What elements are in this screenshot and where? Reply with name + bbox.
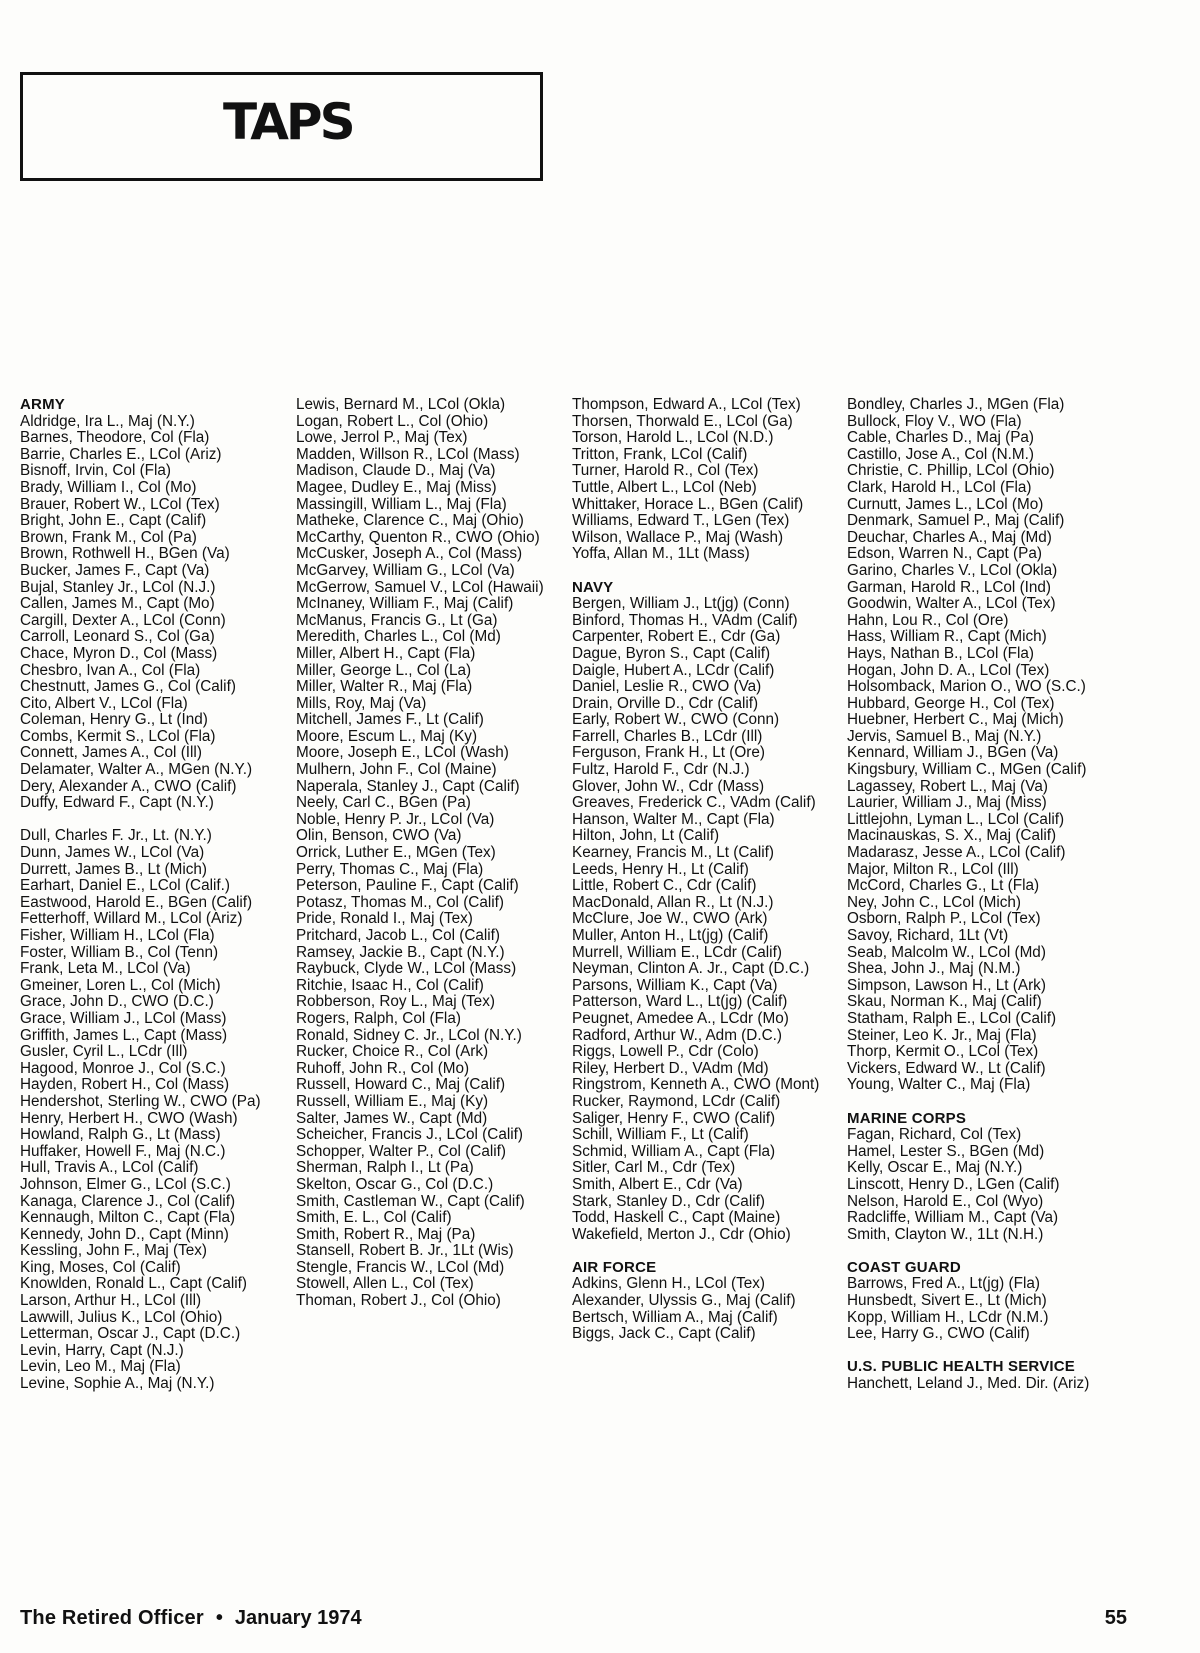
title-box	[20, 72, 543, 181]
obituary-entry: Statham, Ralph E., LCol (Calif)	[847, 1009, 1057, 1027]
obituary-entry: Cable, Charles D., Maj (Pa)	[847, 429, 1035, 447]
obituary-entry: Stowell, Allen L., Col (Tex)	[296, 1275, 474, 1293]
obituary-entry: Smith, Albert E., Cdr (Va)	[572, 1175, 743, 1193]
obituary-entry: Fultz, Harold F., Cdr (N.J.)	[572, 761, 750, 779]
obituary-entry: Matheke, Clarence C., Maj (Ohio)	[296, 512, 524, 530]
obituary-entry: Moore, Escum L., Maj (Ky)	[296, 727, 478, 745]
obituary-entry: Thorp, Kermit O., LCol (Tex)	[847, 1043, 1039, 1061]
obituary-entry: Riggs, Lowell P., Cdr (Colo)	[572, 1043, 759, 1061]
footer-separator: •	[215, 1607, 223, 1629]
obituary-entry: McCusker, Joseph A., Col (Mass)	[296, 545, 523, 563]
obituary-entry: Madison, Claude D., Maj (Va)	[296, 462, 496, 480]
obituary-entry: Peterson, Pauline F., Capt (Calif)	[296, 877, 519, 895]
obituary-entry: Garino, Charles V., LCol (Okla)	[847, 561, 1058, 579]
obituary-entry: Torson, Harold L., LCol (N.D.)	[572, 429, 774, 447]
obituary-entry: Miller, Walter R., Maj (Fla)	[296, 678, 473, 696]
obituary-entry: Little, Robert C., Cdr (Calif)	[572, 877, 757, 895]
obituary-entry: Kingsbury, William C., MGen (Calif)	[847, 761, 1087, 779]
obituary-entry: Larson, Arthur H., LCol (Ill)	[20, 1292, 202, 1310]
obituary-entry: Fisher, William H., LCol (Fla)	[20, 927, 215, 944]
obituary-entry: Carpenter, Robert E., Cdr (Ga)	[572, 628, 781, 646]
obituary-entry: McManus, Francis G., Lt (Ga)	[296, 611, 498, 629]
obituary-entry: Olin, Benson, CWO (Va)	[296, 827, 462, 845]
obituary-entry: Perry, Thomas C., Maj (Fla)	[296, 860, 484, 878]
obituary-entry: Peugnet, Amedee A., LCdr (Mo)	[572, 1009, 789, 1027]
obituary-entry: Mulhern, John F., Col (Maine)	[296, 761, 497, 779]
obituary-entry: Drain, Orville D., Cdr (Calif)	[572, 694, 759, 712]
obituary-entry: Schopper, Walter P., Col (Calif)	[296, 1142, 506, 1160]
obituary-entry: Knowlden, Ronald L., Capt (Calif)	[20, 1275, 248, 1293]
obituary-entry: Hahn, Lou R., Col (Ore)	[847, 611, 1009, 629]
obituary-entry: Levin, Leo M., Maj (Fla)	[20, 1358, 181, 1376]
obituary-entry: Christie, C. Phillip, LCol (Ohio)	[847, 462, 1055, 480]
obituary-entry: Naperala, Stanley J., Capt (Calif)	[296, 777, 520, 795]
section-heading: MARINE CORPS	[847, 1109, 967, 1127]
obituary-entry: McGerrow, Samuel V., LCol (Hawaii)	[296, 578, 544, 596]
obituary-entry: Todd, Haskell C., Capt (Maine)	[572, 1209, 781, 1227]
obituary-entry: McCarthy, Quenton R., CWO (Ohio)	[296, 528, 540, 546]
obituary-entry: Glover, John W., Cdr (Mass)	[572, 777, 765, 795]
obituary-entry: Clark, Harold H., LCol (Fla)	[847, 478, 1032, 496]
obituary-entry: Dague, Byron S., Capt (Calif)	[572, 644, 771, 662]
obituary-entry: Henry, Herbert H., CWO (Wash)	[20, 1109, 238, 1127]
obituary-entry: Sherman, Ralph I., Lt (Pa)	[296, 1159, 474, 1177]
obituary-entry: Barnes, Theodore, Col (Fla)	[20, 429, 210, 447]
obituary-entry: Fagan, Richard, Col (Tex)	[847, 1126, 1022, 1144]
obituary-entry: Carroll, Leonard S., Col (Ga)	[20, 628, 215, 646]
obituary-entry: King, Moses, Col (Calif)	[20, 1258, 181, 1276]
obituary-entry: Callen, James M., Capt (Mo)	[20, 595, 215, 613]
obituary-entry: Durrett, James B., Lt (Mich)	[20, 860, 207, 878]
obituary-entry: McCord, Charles G., Lt (Fla)	[847, 877, 1040, 895]
obituary-entry: Hass, William R., Capt (Mich)	[847, 628, 1047, 646]
obituary-entry: Brown, Rothwell H., BGen (Va)	[20, 545, 230, 563]
obituary-entry: Hays, Nathan B., LCol (Fla)	[847, 644, 1035, 662]
obituary-entry: Smith, Robert R., Maj (Pa)	[296, 1225, 476, 1243]
obituary-entry: McGarvey, William G., LCol (Va)	[296, 561, 515, 579]
obituary-entry: Smith, Clayton W., 1Lt (N.H.)	[847, 1225, 1044, 1243]
obituary-entry: Lagassey, Robert L., Maj (Va)	[847, 777, 1048, 795]
obituary-entry: Bisnoff, Irvin, Col (Fla)	[20, 462, 172, 480]
obituary-entry: Bujal, Stanley Jr., LCol (N.J.)	[20, 578, 216, 596]
page-footer	[20, 1606, 1180, 1630]
obituary-entry: Ferguson, Frank H., Lt (Ore)	[572, 744, 765, 762]
obituary-entry: Salter, James W., Capt (Md)	[296, 1109, 488, 1127]
obituary-entry: Stark, Stanley D., Cdr (Calif)	[572, 1192, 765, 1210]
section-heading: NAVY	[572, 578, 614, 596]
obituary-entry: Kennard, William J., BGen (Va)	[847, 744, 1059, 762]
obituary-entry: Thompson, Edward A., LCol (Tex)	[572, 396, 801, 413]
obituary-entry: Littlejohn, Lyman L., LCol (Calif)	[847, 810, 1065, 828]
issue-date: January 1974	[234, 1607, 362, 1629]
obituary-entry: Farrell, Charles B., LCdr (Ill)	[572, 727, 763, 745]
obituary-entry: Madden, Willson R., LCol (Mass)	[296, 445, 520, 463]
obituary-entry: Pride, Ronald I., Maj (Tex)	[296, 910, 473, 928]
obituary-entry: Yoffa, Allan M., 1Lt (Mass)	[572, 545, 750, 563]
obituary-entry: Turner, Harold R., Col (Tex)	[572, 462, 759, 480]
obituary-entry: Meredith, Charles L., Col (Md)	[296, 628, 501, 646]
obituary-entry: Schill, William F., Lt (Calif)	[572, 1126, 749, 1144]
obituary-entry: Goodwin, Walter A., LCol (Tex)	[847, 595, 1056, 613]
obituary-entry: Hogan, John D. A., LCol (Tex)	[847, 661, 1050, 679]
obituary-entry: Thorsen, Thorwald E., LCol (Ga)	[572, 412, 793, 430]
obituary-entry: Chestnutt, James G., Col (Calif)	[20, 678, 236, 696]
obituary-entry: Dunn, James W., LCol (Va)	[20, 844, 205, 862]
obituary-entry: Russell, Howard C., Maj (Calif)	[296, 1076, 506, 1094]
obituary-entry: Stengle, Francis W., LCol (Md)	[296, 1258, 505, 1276]
obituary-entry: Bondley, Charles J., MGen (Fla)	[847, 396, 1065, 413]
obituary-entry: Ruhoff, John R., Col (Mo)	[296, 1059, 470, 1077]
obituary-entry: Macinauskas, S. X., Maj (Calif)	[847, 827, 1057, 845]
obituary-entry: Griffith, James L., Capt (Mass)	[20, 1026, 228, 1044]
obituary-entry: Barrie, Charles E., LCol (Ariz)	[20, 445, 222, 463]
column-1	[20, 397, 282, 1393]
obituary-entry: Murrell, William E., LCdr (Calif)	[572, 943, 782, 961]
obituary-entry: McClure, Joe W., CWO (Ark)	[572, 910, 768, 928]
obituary-entry: Smith, Castleman W., Capt (Calif)	[296, 1192, 525, 1210]
obituary-entry: Holsomback, Marion O., WO (S.C.)	[847, 678, 1086, 696]
obituary-entry: Schmid, William A., Capt (Fla)	[572, 1142, 776, 1160]
obituary-entry: Bullock, Floy V., WO (Fla)	[847, 412, 1022, 430]
obituary-entry: Sitler, Carl M., Cdr (Tex)	[572, 1159, 736, 1177]
obituary-entry: Potasz, Thomas M., Col (Calif)	[296, 893, 504, 911]
obituary-entry: Noble, Henry P. Jr., LCol (Va)	[296, 810, 495, 828]
page-title: TAPS	[223, 93, 353, 151]
section-heading: ARMY	[20, 396, 65, 413]
obituary-entry: Whittaker, Horace L., BGen (Calif)	[572, 495, 804, 513]
obituary-entry: Rogers, Ralph, Col (Fla)	[296, 1009, 461, 1027]
obituary-entry: Skelton, Oscar G., Col (D.C.)	[296, 1175, 494, 1193]
obituary-entry: Major, Milton R., LCol (Ill)	[847, 860, 1019, 878]
obituary-entry: Howland, Ralph G., Lt (Mass)	[20, 1126, 221, 1144]
obituary-entry: Jervis, Samuel B., Maj (N.Y.)	[847, 727, 1042, 745]
obituary-entry: Garman, Harold R., LCol (Ind)	[847, 578, 1052, 596]
obituary-entry: Moore, Joseph E., LCol (Wash)	[296, 744, 509, 762]
obituary-entry: Ney, John C., LCol (Mich)	[847, 893, 1021, 911]
obituary-entry: Hendershot, Sterling W., CWO (Pa)	[20, 1092, 261, 1110]
obituary-entry: Kearney, Francis M., Lt (Calif)	[572, 844, 775, 862]
obituary-entry: Frank, Leta M., LCol (Va)	[20, 960, 191, 978]
obituary-entry: Gmeiner, Loren L., Col (Mich)	[20, 976, 221, 994]
obituary-entry: Letterman, Oscar J., Capt (D.C.)	[20, 1325, 241, 1343]
obituary-entry: Kennaugh, Milton C., Capt (Fla)	[20, 1209, 236, 1227]
obituary-entry: Castillo, Jose A., Col (N.M.)	[847, 445, 1035, 463]
obituary-entry: Magee, Dudley E., Maj (Miss)	[296, 478, 497, 496]
obituary-entry: Saliger, Henry F., CWO (Calif)	[572, 1109, 776, 1127]
obituary-entry: Johnson, Elmer G., LCol (S.C.)	[20, 1175, 231, 1193]
obituary-entry: Miller, George L., Col (La)	[296, 661, 472, 679]
obituary-entry: Delamater, Walter A., MGen (N.Y.)	[20, 761, 253, 779]
obituary-entry: Cargill, Dexter A., LCol (Conn)	[20, 611, 226, 629]
obituary-entry: Hubbard, George H., Col (Tex)	[847, 694, 1055, 712]
obituary-entry: Bertsch, William A., Maj (Calif)	[572, 1308, 778, 1326]
obituary-entry: Robberson, Roy L., Maj (Tex)	[296, 993, 495, 1011]
obituary-entry: Laurier, William J., Maj (Miss)	[847, 794, 1047, 812]
obituary-entry: Wilson, Wallace P., Maj (Wash)	[572, 528, 784, 546]
obituary-entry: Dull, Charles F. Jr., Lt. (N.Y.)	[20, 827, 212, 845]
obituary-entry: Chace, Myron D., Col (Mass)	[20, 644, 218, 662]
obituary-entry: Huebner, Herbert C., Maj (Mich)	[847, 711, 1064, 729]
obituary-entry: Radcliffe, William M., Capt (Va)	[847, 1209, 1059, 1227]
obituary-entry: Kessling, John F., Maj (Tex)	[20, 1242, 208, 1260]
obituary-entry: Hull, Travis A., LCol (Calif)	[20, 1159, 199, 1177]
obituary-entry: Osborn, Ralph P., LCol (Tex)	[847, 910, 1041, 928]
obituary-entry: Hilton, John, Lt (Calif)	[572, 827, 720, 845]
obituary-entry: Lawwill, Julius K., LCol (Ohio)	[20, 1308, 223, 1326]
obituary-entry: Early, Robert W., CWO (Conn)	[572, 711, 780, 729]
obituary-entry: Radford, Arthur W., Adm (D.C.)	[572, 1026, 782, 1044]
obituary-entry: Young, Walter C., Maj (Fla)	[847, 1076, 1031, 1094]
column-2	[296, 397, 558, 1310]
obituary-entry: Pritchard, Jacob L., Col (Calif)	[296, 927, 501, 944]
obituary-entry: Biggs, Jack C., Capt (Calif)	[572, 1325, 756, 1343]
section-heading: AIR FORCE	[572, 1258, 657, 1276]
page-number: 55	[1104, 1607, 1127, 1629]
obituary-entry: Tritton, Frank, LCol (Calif)	[572, 445, 748, 463]
obituary-entry: Eastwood, Harold E., BGen (Calif)	[20, 893, 253, 911]
obituary-entry: Cito, Albert V., LCol (Fla)	[20, 694, 188, 712]
obituary-entry: Alexander, Ulyssis G., Maj (Calif)	[572, 1292, 796, 1310]
obituary-entry: Connett, James A., Col (Ill)	[20, 744, 202, 762]
obituary-entry: Daniel, Leslie R., CWO (Va)	[572, 678, 762, 696]
obituary-entry: Chesbro, Ivan A., Col (Fla)	[20, 661, 201, 679]
obituary-entry: Adkins, Glenn H., LCol (Tex)	[572, 1275, 765, 1293]
obituary-entry: Wakefield, Merton J., Cdr (Ohio)	[572, 1225, 791, 1243]
obituary-entry: Mitchell, James F., Lt (Calif)	[296, 711, 484, 729]
obituary-entry: Grace, John D., CWO (D.C.)	[20, 993, 214, 1011]
obituary-entry: Lee, Harry G., CWO (Calif)	[847, 1325, 1030, 1343]
obituary-entry: Miller, Albert H., Capt (Fla)	[296, 644, 476, 662]
obituary-entry: Deuchar, Charles A., Maj (Md)	[847, 528, 1052, 546]
obituary-entry: Curnutt, James L., LCol (Mo)	[847, 495, 1044, 513]
obituary-entry: Earhart, Daniel E., LCol (Calif.)	[20, 877, 230, 895]
obituary-entry: Lewis, Bernard M., LCol (Okla)	[296, 396, 506, 413]
obituary-entry: Nelson, Harold E., Col (Wyo)	[847, 1192, 1044, 1210]
obituary-entry: Simpson, Lawson H., Lt (Ark)	[847, 976, 1046, 994]
obituary-entry: Ringstrom, Kenneth A., CWO (Mont)	[572, 1076, 820, 1094]
obituary-entry: Massingill, William L., Maj (Fla)	[296, 495, 507, 513]
obituary-entry: Brown, Frank M., Col (Pa)	[20, 528, 197, 546]
obituary-entry: Williams, Edward T., LGen (Tex)	[572, 512, 790, 530]
section-heading: COAST GUARD	[847, 1258, 961, 1276]
obituary-entry: Brady, William I., Col (Mo)	[20, 478, 197, 496]
obituary-entry: Mills, Roy, Maj (Va)	[296, 694, 427, 712]
obituary-entry: Hanson, Walter M., Capt (Fla)	[572, 810, 775, 828]
obituary-entry: McInaney, William F., Maj (Calif)	[296, 595, 514, 613]
obituary-entry: Fetterhoff, Willard M., LCol (Ariz)	[20, 910, 243, 928]
obituary-entry: Leeds, Henry H., Lt (Calif)	[572, 860, 749, 878]
obituary-entry: Barrows, Fred A., Lt(jg) (Fla)	[847, 1275, 1040, 1293]
column-4	[847, 397, 1109, 1393]
obituary-entry: Scheicher, Francis J., LCol (Calif)	[296, 1126, 523, 1144]
obituary-entry: MacDonald, Allan R., Lt (N.J.)	[572, 893, 774, 911]
obituary-entry: Daigle, Hubert A., LCdr (Calif)	[572, 661, 775, 679]
obituary-entry: Hagood, Monroe J., Col (S.C.)	[20, 1059, 226, 1077]
obituary-entry: Savoy, Richard, 1Lt (Vt)	[847, 927, 1009, 944]
obituary-entry: Hayden, Robert H., Col (Mass)	[20, 1076, 230, 1094]
obituary-entry: Combs, Kermit S., LCol (Fla)	[20, 727, 216, 745]
obituary-entry: Linscott, Henry D., LGen (Calif)	[847, 1175, 1060, 1193]
obituary-entry: Lowe, Jerrol P., Maj (Tex)	[296, 429, 468, 447]
obituary-entry: Ritchie, Isaac H., Col (Calif)	[296, 976, 484, 994]
obituary-entry: Smith, E. L., Col (Calif)	[296, 1209, 452, 1227]
obituary-entry: Bucker, James F., Capt (Va)	[20, 561, 210, 579]
obituary-entry: Raybuck, Clyde W., LCol (Mass)	[296, 960, 517, 978]
obituary-entry: Madarasz, Jesse A., LCol (Calif)	[847, 844, 1066, 862]
obituary-entry: Thoman, Robert J., Col (Ohio)	[296, 1292, 501, 1310]
obituary-entry: Greaves, Frederick C., VAdm (Calif)	[572, 794, 816, 812]
obituary-entry: Neyman, Clinton A. Jr., Capt (D.C.)	[572, 960, 810, 978]
obituary-entry: Seab, Malcolm W., LCol (Md)	[847, 943, 1046, 961]
obituary-entry: Patterson, Ward L., Lt(jg) (Calif)	[572, 993, 788, 1011]
obituary-entry: Kanaga, Clarence J., Col (Calif)	[20, 1192, 236, 1210]
publication-name: The Retired Officer	[20, 1607, 204, 1629]
obituary-entry: Hamel, Lester S., BGen (Md)	[847, 1142, 1045, 1160]
obituary-entry: Rucker, Raymond, LCdr (Calif)	[572, 1092, 781, 1110]
obituary-entry: Grace, William J., LCol (Mass)	[20, 1009, 227, 1027]
obituary-entry: Rucker, Choice R., Col (Ark)	[296, 1043, 489, 1061]
obituary-entry: Steiner, Leo K. Jr., Maj (Fla)	[847, 1026, 1037, 1044]
obituary-entry: Denmark, Samuel P., Maj (Calif)	[847, 512, 1065, 530]
obituary-entry: Riley, Herbert D., VAdm (Md)	[572, 1059, 769, 1077]
obituary-entry: Logan, Robert L., Col (Ohio)	[296, 412, 489, 430]
obituary-entry: Foster, William B., Col (Tenn)	[20, 943, 219, 961]
obituary-entry: Levine, Sophie A., Maj (N.Y.)	[20, 1375, 215, 1393]
obituary-entry: Coleman, Henry G., Lt (Ind)	[20, 711, 208, 729]
obituary-entry: Duffy, Edward F., Capt (N.Y.)	[20, 794, 214, 812]
obituary-entry: Kopp, William H., LCdr (N.M.)	[847, 1308, 1049, 1326]
obituary-entry: Ramsey, Jackie B., Capt (N.Y.)	[296, 943, 505, 961]
obituary-entry: Edson, Warren N., Capt (Pa)	[847, 545, 1042, 563]
obituary-entry: Neely, Carl C., BGen (Pa)	[296, 794, 471, 812]
obituary-entry: Aldridge, Ira L., Maj (N.Y.)	[20, 412, 195, 430]
column-3	[572, 397, 834, 1343]
obituary-entry: Russell, William E., Maj (Ky)	[296, 1092, 489, 1110]
obituary-entry: Kennedy, John D., Capt (Minn)	[20, 1225, 229, 1243]
obituary-entry: Gusler, Cyril L., LCdr (Ill)	[20, 1043, 188, 1061]
obituary-entry: Muller, Anton H., Lt(jg) (Calif)	[572, 927, 769, 944]
obituary-entry: Parsons, William K., Capt (Va)	[572, 976, 778, 994]
obituary-entry: Skau, Norman K., Maj (Calif)	[847, 993, 1042, 1011]
obituary-entry: Huffaker, Howell F., Maj (N.C.)	[20, 1142, 226, 1160]
obituary-entry: Stansell, Robert B. Jr., 1Lt (Wis)	[296, 1242, 514, 1260]
obituary-entry: Tuttle, Albert L., LCol (Neb)	[572, 478, 757, 496]
obituary-entry: Ronald, Sidney C. Jr., LCol (N.Y.)	[296, 1026, 522, 1044]
obituary-entry: Vickers, Edward W., Lt (Calif)	[847, 1059, 1046, 1077]
section-heading: U.S. PUBLIC HEALTH SERVICE	[847, 1358, 1076, 1376]
obituary-entry: Brauer, Robert W., LCol (Tex)	[20, 495, 220, 513]
obituary-entry: Hunsbedt, Sivert E., Lt (Mich)	[847, 1292, 1047, 1310]
obituary-entry: Orrick, Luther E., MGen (Tex)	[296, 844, 496, 862]
obituary-entry: Binford, Thomas H., VAdm (Calif)	[572, 611, 798, 629]
obituary-entry: Levin, Harry, Capt (N.J.)	[20, 1341, 184, 1359]
obituary-entry: Bergen, William J., Lt(jg) (Conn)	[572, 595, 790, 613]
obituary-entry: Dery, Alexander A., CWO (Calif)	[20, 777, 237, 795]
obituary-entry: Shea, John J., Maj (N.M.)	[847, 960, 1021, 978]
obituary-entry: Bright, John E., Capt (Calif)	[20, 512, 207, 530]
obituary-entry: Hanchett, Leland J., Med. Dir. (Ariz)	[847, 1375, 1090, 1393]
obituary-entry: Kelly, Oscar E., Maj (N.Y.)	[847, 1159, 1023, 1177]
